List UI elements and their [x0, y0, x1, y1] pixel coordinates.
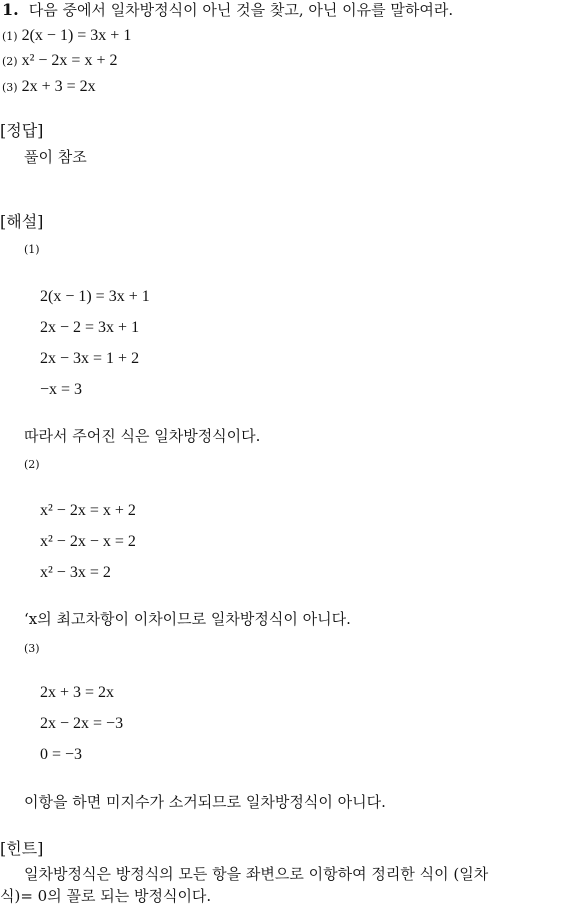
choice-label: (2) — [2, 55, 18, 68]
part-2-step-1: x² − 2x = x + 2 — [40, 502, 136, 519]
part-1-label: (1) — [24, 243, 40, 256]
explanation-heading: [해설] — [0, 212, 44, 231]
part-3-step-2: 2x − 2x = −3 — [40, 715, 124, 732]
part-2-label: (2) — [24, 458, 40, 471]
problem-header — [2, 0, 453, 20]
hint-line-2: 식)= 0의 꼴로 되는 방정식이다. — [0, 887, 212, 905]
part-1-step-2: 2x − 2 = 3x + 1 — [40, 319, 140, 336]
problem-question: 다음 중에서 일차방정식이 아닌 것을 찾고, 아닌 이유를 말하여라. — [28, 1, 454, 19]
part-3-step-3: 0 = −3 — [40, 746, 83, 763]
part-3-step-1: 2x + 3 = 2x — [40, 684, 115, 701]
choice-3 — [2, 76, 96, 98]
choice-expression: 2(x − 1) = 3x + 1 — [21, 27, 132, 44]
part-2-step-3: x² − 3x = 2 — [40, 564, 111, 581]
choice-expression: x² − 2x = x + 2 — [21, 52, 118, 69]
answer-text: 풀이 참조 — [24, 148, 87, 166]
choice-label: (1) — [2, 30, 18, 43]
hint-line-1: 일차방정식은 방정식의 모든 항을 좌변으로 이항하여 정리한 식이 (일차 — [24, 865, 489, 883]
part-3-label: (3) — [24, 642, 40, 655]
hint-heading: [힌트] — [0, 839, 44, 858]
part-2-step-2: x² − 2x − x = 2 — [40, 533, 136, 550]
problem-number: 1. — [2, 0, 19, 19]
answer-heading: [정답] — [0, 121, 44, 140]
part-1-step-1: 2(x − 1) = 3x + 1 — [40, 288, 150, 305]
choice-expression: 2x + 3 = 2x — [21, 78, 96, 95]
part-1-step-4: −x = 3 — [40, 381, 83, 398]
part-1-conclusion: 따라서 주어진 식은 일차방정식이다. — [24, 427, 261, 445]
choice-1 — [2, 25, 131, 47]
part-2-conclusion: ‘x의 최고차항이 이차이므로 일차방정식이 아니다. — [24, 610, 351, 628]
choice-2 — [2, 50, 117, 72]
choice-label: (3) — [2, 81, 18, 94]
part-1-step-3: 2x − 3x = 1 + 2 — [40, 350, 140, 367]
part-3-conclusion: 이항을 하면 미지수가 소거되므로 일차방정식이 아니다. — [24, 793, 386, 811]
